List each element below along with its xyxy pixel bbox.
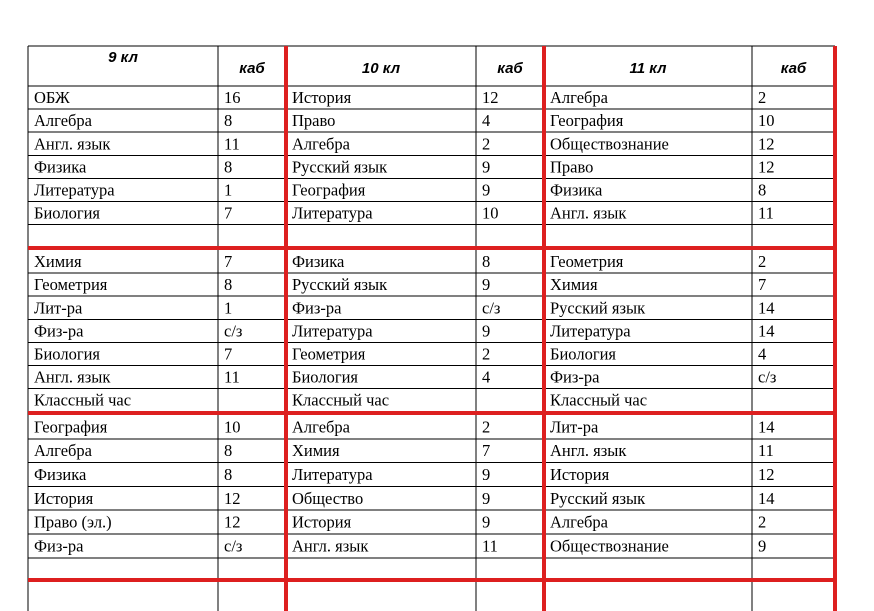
- subject-9-cell: География: [34, 417, 108, 437]
- room-11-cell: 11: [758, 441, 774, 461]
- room-9-cell: 12: [224, 512, 241, 532]
- room-10-cell: с/з: [482, 298, 501, 318]
- room-10-cell: 12: [482, 88, 499, 108]
- subject-11-cell: Химия: [550, 275, 598, 295]
- room-10-cell: 9: [482, 488, 491, 508]
- subject-11-cell: Алгебра: [550, 512, 608, 532]
- subject-10-cell: Физ-ра: [292, 298, 342, 318]
- room-9-cell: 16: [224, 88, 241, 108]
- room-11-cell: с/з: [758, 367, 777, 387]
- room-10-cell: 9: [482, 180, 491, 200]
- subject-11-cell: Лит-ра: [550, 417, 599, 437]
- subject-9-cell: Физика: [34, 157, 87, 177]
- room-11-cell: 8: [758, 180, 767, 200]
- subject-9-cell: Биология: [34, 203, 101, 223]
- subject-11-cell: География: [550, 111, 624, 131]
- header-class-11: 11 кл: [629, 60, 667, 77]
- subject-10-cell: Литература: [292, 321, 373, 341]
- subject-10-cell: Русский язык: [292, 275, 388, 295]
- subject-11-cell: Классный час: [550, 390, 648, 410]
- room-9-cell: 10: [224, 417, 241, 437]
- subject-10-cell: Геометрия: [292, 344, 366, 364]
- subject-9-cell: ОБЖ: [34, 88, 70, 108]
- subject-11-cell: Физика: [550, 180, 603, 200]
- header-room: каб: [780, 60, 807, 77]
- room-10-cell: 4: [482, 367, 491, 387]
- header-room: каб: [497, 60, 523, 77]
- room-11-cell: 12: [758, 157, 775, 177]
- subject-9-cell: Биология: [34, 344, 101, 364]
- subject-10-cell: Алгебра: [292, 134, 350, 154]
- room-10-cell: 9: [482, 321, 491, 341]
- subject-11-cell: Англ. язык: [550, 441, 627, 461]
- room-11-cell: 14: [758, 488, 775, 508]
- room-9-cell: с/з: [224, 536, 243, 556]
- room-9-cell: 8: [224, 441, 233, 461]
- room-11-cell: 9: [758, 536, 767, 556]
- room-10-cell: 10: [482, 203, 499, 223]
- room-9-cell: 8: [224, 275, 233, 295]
- subject-10-cell: Литература: [292, 203, 373, 223]
- room-10-cell: 9: [482, 275, 491, 295]
- room-11-cell: 7: [758, 275, 767, 295]
- room-11-cell: 10: [758, 111, 775, 131]
- room-10-cell: 8: [482, 252, 491, 272]
- subject-11-cell: Англ. язык: [550, 203, 627, 223]
- room-11-cell: 2: [758, 512, 767, 532]
- subject-9-cell: Лит-ра: [34, 298, 83, 318]
- subject-9-cell: Классный час: [34, 390, 132, 410]
- room-11-cell: 12: [758, 465, 775, 484]
- subject-9-cell: Физ-ра: [34, 321, 84, 341]
- room-11-cell: 14: [758, 321, 775, 341]
- room-11-cell: 11: [758, 203, 774, 223]
- subject-10-cell: Алгебра: [292, 417, 350, 437]
- room-11-cell: 14: [758, 298, 775, 318]
- room-9-cell: 7: [224, 203, 233, 223]
- subject-11-cell: Русский язык: [550, 488, 646, 508]
- subject-11-cell: Литература: [550, 321, 631, 341]
- subject-10-cell: Физика: [292, 252, 345, 272]
- subject-9-cell: Право (эл.): [34, 512, 112, 532]
- room-10-cell: 2: [482, 417, 491, 437]
- room-9-cell: 8: [224, 157, 233, 177]
- subject-9-cell: Литература: [34, 180, 115, 200]
- room-9-cell: 1: [224, 180, 233, 200]
- room-10-cell: 2: [482, 344, 491, 364]
- subject-10-cell: Химия: [292, 441, 340, 461]
- subject-10-cell: Русский язык: [292, 157, 388, 177]
- subject-11-cell: Право: [550, 157, 594, 177]
- room-11-cell: 14: [758, 417, 775, 437]
- subject-10-cell: Общество: [292, 488, 364, 508]
- room-10-cell: 9: [482, 512, 491, 532]
- subject-10-cell: Классный час: [292, 390, 390, 410]
- subject-10-cell: Англ. язык: [292, 536, 369, 556]
- subject-11-cell: Физ-ра: [550, 367, 600, 387]
- subject-9-cell: Англ. язык: [34, 367, 111, 387]
- header-class-9: 9 кл: [108, 49, 138, 66]
- subject-11-cell: Русский язык: [550, 298, 646, 318]
- room-9-cell: 8: [224, 465, 233, 484]
- subject-9-cell: Химия: [34, 252, 82, 272]
- subject-9-cell: Физика: [34, 465, 87, 484]
- room-9-cell: 8: [224, 111, 233, 131]
- room-11-cell: 12: [758, 134, 775, 154]
- room-9-cell: 11: [224, 134, 240, 154]
- subject-11-cell: Обществознание: [550, 536, 669, 556]
- room-9-cell: 7: [224, 344, 233, 364]
- room-10-cell: 4: [482, 111, 491, 131]
- room-10-cell: 11: [482, 536, 498, 556]
- room-9-cell: 1: [224, 298, 233, 318]
- subject-9-cell: Физ-ра: [34, 536, 84, 556]
- subject-11-cell: История: [550, 465, 610, 484]
- subject-11-cell: Алгебра: [550, 88, 608, 108]
- subject-11-cell: Обществознание: [550, 134, 669, 154]
- subject-10-cell: Право: [292, 111, 336, 131]
- subject-11-cell: Биология: [550, 344, 617, 364]
- subject-9-cell: Англ. язык: [34, 134, 111, 154]
- subject-9-cell: Геометрия: [34, 275, 108, 295]
- room-10-cell: 9: [482, 465, 491, 484]
- subject-10-cell: Литература: [292, 465, 373, 484]
- room-10-cell: 9: [482, 157, 491, 177]
- header-room: каб: [239, 60, 265, 77]
- room-9-cell: 12: [224, 488, 241, 508]
- room-9-cell: с/з: [224, 321, 243, 341]
- subject-10-cell: История: [292, 512, 352, 532]
- subject-10-cell: География: [292, 180, 366, 200]
- subject-9-cell: История: [34, 488, 94, 508]
- subject-9-cell: Алгебра: [34, 441, 92, 461]
- subject-10-cell: Биология: [292, 367, 359, 387]
- subject-9-cell: Алгебра: [34, 111, 92, 131]
- room-11-cell: 2: [758, 88, 767, 108]
- room-9-cell: 7: [224, 252, 233, 272]
- header-class-10: 10 кл: [361, 60, 401, 77]
- room-10-cell: 2: [482, 134, 491, 154]
- room-9-cell: 11: [224, 367, 240, 387]
- subject-10-cell: История: [292, 88, 352, 108]
- room-10-cell: 7: [482, 441, 491, 461]
- room-11-cell: 4: [758, 344, 767, 364]
- room-11-cell: 2: [758, 252, 767, 272]
- subject-11-cell: Геометрия: [550, 252, 624, 272]
